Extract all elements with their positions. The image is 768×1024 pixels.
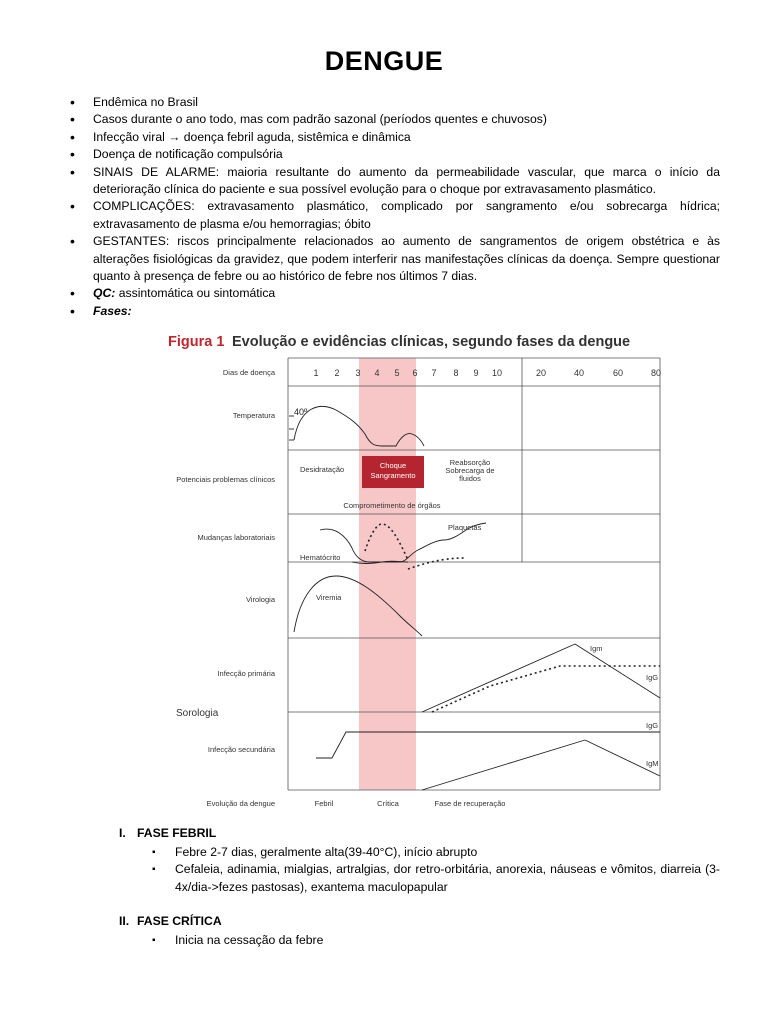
igg-primary-label: IgG — [646, 673, 659, 682]
plaquetas-label: Plaquetas — [448, 523, 482, 532]
day-label: 3 — [355, 368, 361, 378]
figure-label: Figura 1 — [168, 334, 225, 350]
day-label: 6 — [412, 368, 418, 378]
list-item: ▪ Febre 2-7 dias, geralmente alta(39-40°C), início abrupto — [152, 844, 720, 861]
section-title: FASE CRÍTICA — [137, 914, 222, 928]
row-label-secundaria: Infecção secundária — [207, 745, 275, 754]
list-item: • COMPLICAÇÕES: extravasamento plasmático, complicado por sangramento e/ou sobrecarga hídrica; extravasamento de plasma e/ou hemorragias; óbito — [70, 198, 720, 233]
day-label: 7 — [431, 368, 437, 378]
list-item: ▪ Inicia na cessação da febre — [152, 932, 720, 949]
choque-label: Choque — [379, 461, 407, 470]
phase-recuperacao: Fase de recuperação — [434, 799, 506, 808]
list-item: • SINAIS DE ALARME: maioria resultante do aumento da permeabilidade vascular, que marca o início da deterioração clínica do paciente e sua possível evolução para o choque por extravasamento plasmático. — [70, 164, 720, 199]
day-label: 20 — [535, 368, 547, 378]
day-label: 10 — [491, 368, 503, 378]
row-label-temperatura: Temperatura — [232, 411, 275, 420]
list-item: • Casos durante o ano todo, mas com padrão sazonal (períodos quentes e chuvosos) — [70, 111, 720, 128]
dengue-phases-figure — [160, 326, 665, 816]
fluidos-label: fluidos — [459, 474, 481, 483]
sobrecarga-label: Sobrecarga de — [445, 466, 495, 475]
list-item: ▪ Cefaleia, adinamia, mialgias, artralgias, dor retro-orbitária, anorexia, náuseas e vômitos, diarreia (3-4x/dia->fezes pastosas), exantema maculopapular — [152, 861, 720, 896]
hematocrito-label: Hematócrito — [300, 553, 341, 562]
day-label: 2 — [334, 368, 340, 378]
day-label: 4 — [374, 368, 380, 378]
phase-critica: Crítica — [377, 799, 399, 808]
day-label: 1 — [313, 368, 319, 378]
temperature-40-label: 40º — [294, 407, 308, 417]
list-item: • Doença de notificação compulsória — [70, 146, 720, 163]
intro-bullet-list — [70, 94, 720, 320]
igg-secondary-label: IgG — [646, 721, 659, 730]
igm-primary-label: Igm — [590, 644, 603, 653]
day-label: 40 — [573, 368, 585, 378]
row-label-mudancas: Mudanças laboratoriais — [197, 533, 275, 542]
phase-febril: Febril — [314, 799, 334, 808]
day-label: 80 — [650, 368, 662, 378]
phase-labels — [315, 799, 506, 808]
figure-grid — [288, 358, 660, 790]
sangramento-label: Sangramento — [370, 471, 416, 480]
list-item: • Infecção viral → doença febril aguda, sistêmica e dinâmica — [70, 129, 720, 146]
page-title: DENGUE — [324, 46, 444, 76]
febril-item-list — [152, 844, 720, 896]
section-heading-febril — [119, 826, 216, 840]
section-number: II. — [119, 914, 130, 928]
row-label-sorologia: Sorologia — [176, 708, 219, 719]
critica-item-list — [152, 932, 720, 949]
row-label-dias: Dias de doença — [222, 368, 275, 377]
day-label: 8 — [453, 368, 459, 378]
row-label-problemas: Potenciais problemas clínicos — [176, 475, 275, 484]
critical-phase-band — [359, 358, 416, 790]
igm-secondary-label: IgM — [646, 759, 659, 768]
desidratacao-label: Desidratação — [300, 465, 345, 474]
figure-title: Evolução e evidências clínicas, segundo fases da dengue — [232, 334, 631, 350]
day-label: 9 — [473, 368, 479, 378]
viremia-label: Viremia — [316, 593, 342, 602]
list-item-fases — [70, 303, 720, 320]
comprometimento-label: Comprometimento de órgãos — [343, 501, 441, 510]
row-label-primaria: Infecção primária — [217, 669, 275, 678]
qc-text: assintomática ou sintomática — [115, 286, 276, 301]
reabsorcao-label: Reabsorção — [449, 458, 491, 467]
section-number: I. — [119, 826, 126, 840]
list-item: • GESTANTES: riscos principalmente relacionados ao aumento de sangramentos de origem obstétrica e às alterações fisiológicas da gravidez, que podem interferir nas manifestações clínicas da doença. Sempre questionar quanto à presença de febre ou ao histórico de febre nos últimos 7 dias. — [70, 233, 720, 285]
primary-infection-curves — [422, 644, 660, 712]
row-label-virologia: Virologia — [245, 595, 275, 604]
day-label: 5 — [394, 368, 400, 378]
section-heading-critica — [119, 914, 222, 928]
fases-label: Fases: — [93, 303, 132, 318]
qc-label: QC: — [93, 286, 116, 301]
list-item-qc — [70, 285, 720, 302]
section-title: FASE FEBRIL — [137, 826, 217, 840]
list-item: • Endêmica no Brasil — [70, 94, 720, 111]
day-label: 60 — [612, 368, 624, 378]
row-label-evolucao: Evolução da dengue — [206, 799, 275, 808]
